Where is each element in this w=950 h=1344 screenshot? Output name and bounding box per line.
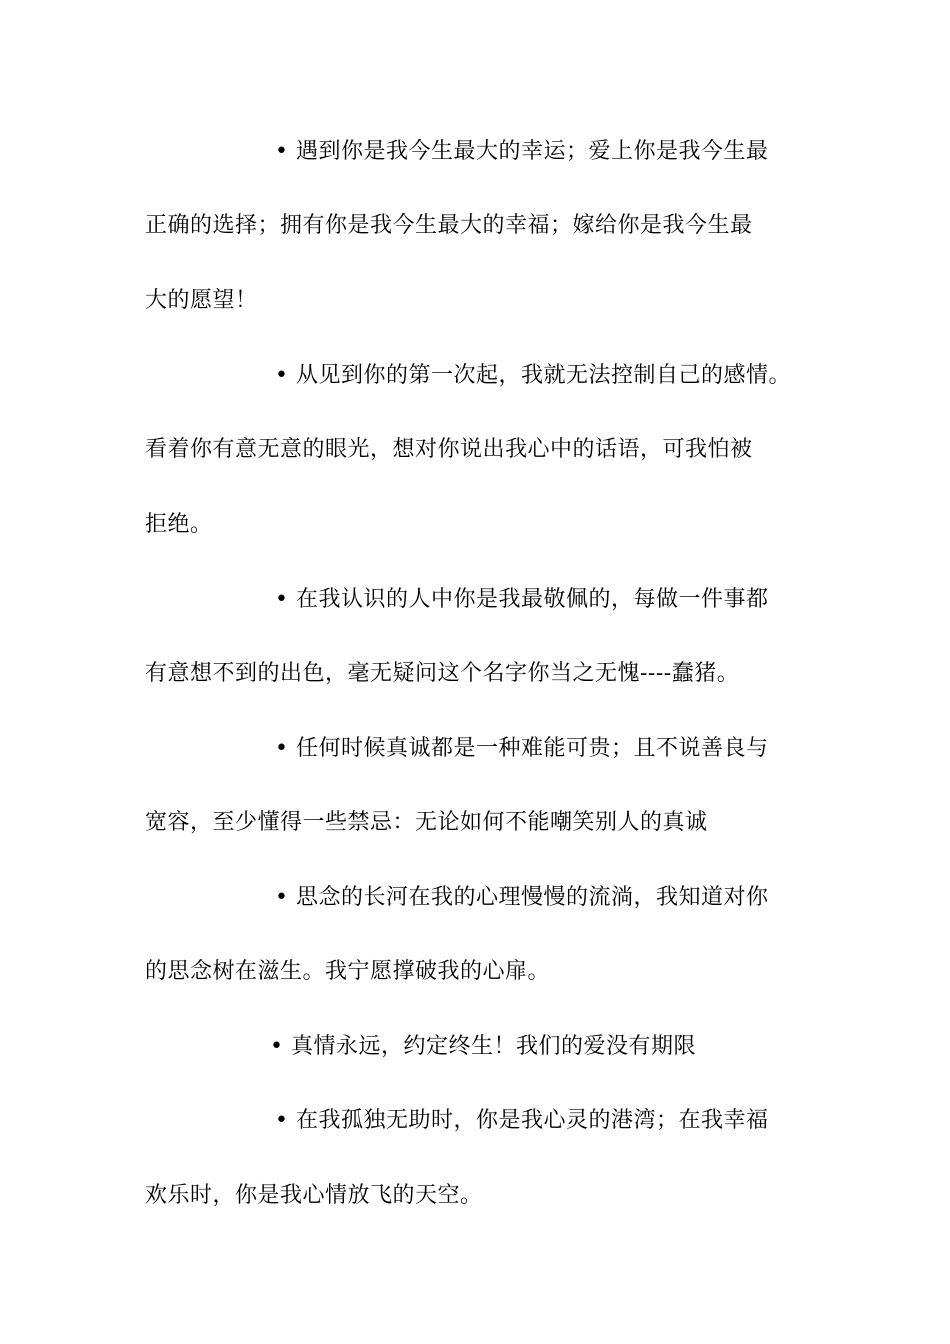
paragraph-7-line-1: • 在我孤独无助时，你是我心灵的港湾；在我幸福 xyxy=(275,1108,769,1133)
paragraph-3-line-1: • 在我认识的人中你是我最敬佩的，每做一件事都 xyxy=(275,587,769,612)
paragraph-2-line-2: 看着你有意无意的眼光，想对你说出我心中的话语，可我怕被 xyxy=(145,437,753,462)
paragraph-5-line-2: 的思念树在滋生。我宁愿撑破我的心扉。 xyxy=(145,959,551,984)
paragraph-1-line-2: 正确的选择；拥有你是我今生最大的幸福；嫁给你是我今生最 xyxy=(145,213,753,238)
paragraph-2-line-3: 拒绝。 xyxy=(145,512,213,537)
paragraph-4-line-1: • 任何时候真诚都是一种难能可贵；且不说善良与 xyxy=(275,736,769,761)
paragraph-5-line-1: • 思念的长河在我的心理慢慢的流淌，我知道对你 xyxy=(275,885,769,910)
paragraph-7-line-2: 欢乐时，你是我心情放飞的天空。 xyxy=(145,1183,483,1208)
paragraph-4-line-2: 宽容，至少懂得一些禁忌：无论如何不能嘲笑别人的真诚 xyxy=(145,810,708,835)
paragraph-6-line-1: • 真情永远，约定终生！我们的爱没有期限 xyxy=(270,1034,696,1059)
paragraph-1-line-1: • 遇到你是我今生最大的幸运；爱上你是我今生最 xyxy=(275,139,769,164)
paragraph-1-line-3: 大的愿望！ xyxy=(145,288,258,313)
paragraph-3-line-2: 有意想不到的出色，毫无疑问这个名字你当之无愧----蠢猪。 xyxy=(145,661,740,686)
paragraph-2-line-1: • 从见到你的第一次起，我就无法控制自己的感情。 xyxy=(275,363,791,388)
